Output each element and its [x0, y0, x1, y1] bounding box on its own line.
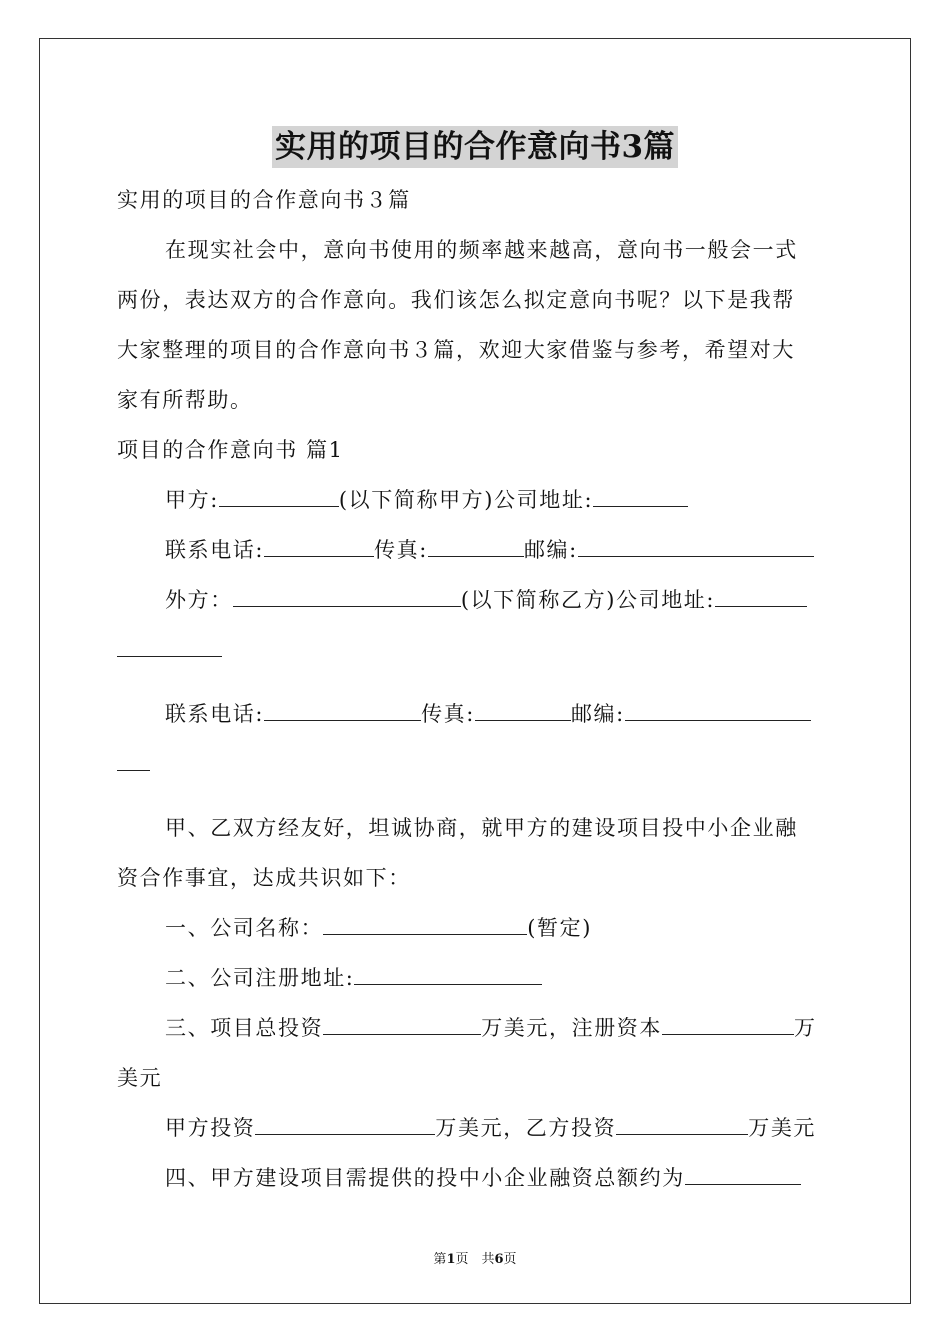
item-2-label: 二、公司注册地址: [165, 966, 355, 990]
registered-capital-blank [662, 1016, 794, 1035]
total-investment-blank [323, 1016, 481, 1035]
party-b-contact-line [117, 692, 835, 742]
party-b-name-blank [233, 588, 461, 607]
item-3-label: 三、项目总投资 [165, 1016, 324, 1040]
party-a-line [117, 478, 835, 528]
invest-mid: 万美元，乙方投资 [435, 1116, 617, 1140]
page-footer [0, 1248, 950, 1267]
party-b-address-blank [715, 588, 807, 607]
phone-label: 联系电话: [165, 538, 265, 562]
investment-line [117, 1106, 835, 1156]
item-3-cont: 美元 [117, 1066, 163, 1090]
zip-blank-b [625, 702, 811, 721]
party-a-suffix: (以下简称甲方)公司地址: [338, 488, 594, 512]
fax-blank-b [475, 702, 571, 721]
intro-line-3: 大家整理的项目的合作意向书３篇，欢迎大家借鉴与参考，希望对大 [117, 338, 795, 362]
item-1-suffix: (暂定) [527, 916, 592, 940]
zip-blank-cont [117, 752, 150, 771]
party-b-address-blank-cont [117, 638, 222, 657]
page-number: 1 [446, 1252, 456, 1267]
intro-line-4: 家有所帮助。 [117, 388, 253, 412]
page-total: 6 [494, 1252, 504, 1267]
invest-a-label: 甲方投资 [165, 1116, 256, 1140]
party-b-line [117, 578, 835, 628]
agreement-line-1: 甲、乙双方经友好，坦诚协商，就甲方的建设项目投中小企业融 [165, 816, 798, 840]
fax-label: 传真: [374, 538, 428, 562]
page-prefix: 第 [433, 1252, 447, 1267]
item-1-line [117, 906, 835, 956]
item-2-line [117, 956, 835, 1006]
intro-line-1: 在现实社会中，意向书使用的频率越来越高，意向书一般会一式 [165, 238, 798, 262]
zip-label-b: 邮编: [570, 702, 625, 726]
item-1-label: 一、公司名称： [165, 916, 324, 940]
document-title: 实用的项目的合作意向书3篇 [272, 126, 678, 168]
party-a-investment-blank [255, 1116, 435, 1135]
zip-label: 邮编: [523, 538, 578, 562]
agreement-line-2: 资合作事宜，达成共识如下： [117, 866, 411, 890]
company-name-blank [323, 916, 527, 935]
page-suffix: 页 [503, 1252, 517, 1267]
party-b-suffix: (以下简称乙方)公司地址: [460, 588, 716, 612]
item-3-line [117, 1006, 835, 1056]
item-3-mid: 万美元，注册资本 [481, 1016, 663, 1040]
party-b-label: 外方： [165, 588, 233, 612]
zip-blank [578, 538, 814, 557]
phone-blank-b [264, 702, 421, 721]
item-3-end: 万 [794, 1016, 817, 1040]
document-body [117, 178, 835, 1206]
fax-label-b: 传真: [421, 702, 475, 726]
party-a-contact-line [117, 528, 835, 578]
phone-blank [264, 538, 374, 557]
party-a-address-blank [593, 488, 688, 507]
phone-label-b: 联系电话: [165, 702, 265, 726]
invest-end: 万美元 [748, 1116, 817, 1140]
item-4-line [117, 1156, 835, 1206]
subtitle: 实用的项目的合作意向书３篇 [117, 188, 411, 212]
party-b-address-cont [117, 628, 835, 678]
registered-address-blank [354, 966, 542, 985]
item-4-label: 四、甲方建设项目需提供的投中小企业融资总额约为 [165, 1166, 685, 1190]
financing-total-blank [685, 1166, 801, 1185]
title-container [0, 126, 950, 168]
fax-blank [428, 538, 524, 557]
party-a-label: 甲方: [165, 488, 219, 512]
zip-blank-cont-line [117, 742, 835, 792]
party-a-name-blank [219, 488, 339, 507]
party-b-investment-blank [616, 1116, 748, 1135]
intro-line-2: 两份，表达双方的合作意向。我们该怎么拟定意向书呢？以下是我帮 [117, 288, 795, 312]
section-heading: 项目的合作意向书 篇1 [117, 438, 344, 462]
page-mid: 页 共 [455, 1252, 495, 1267]
